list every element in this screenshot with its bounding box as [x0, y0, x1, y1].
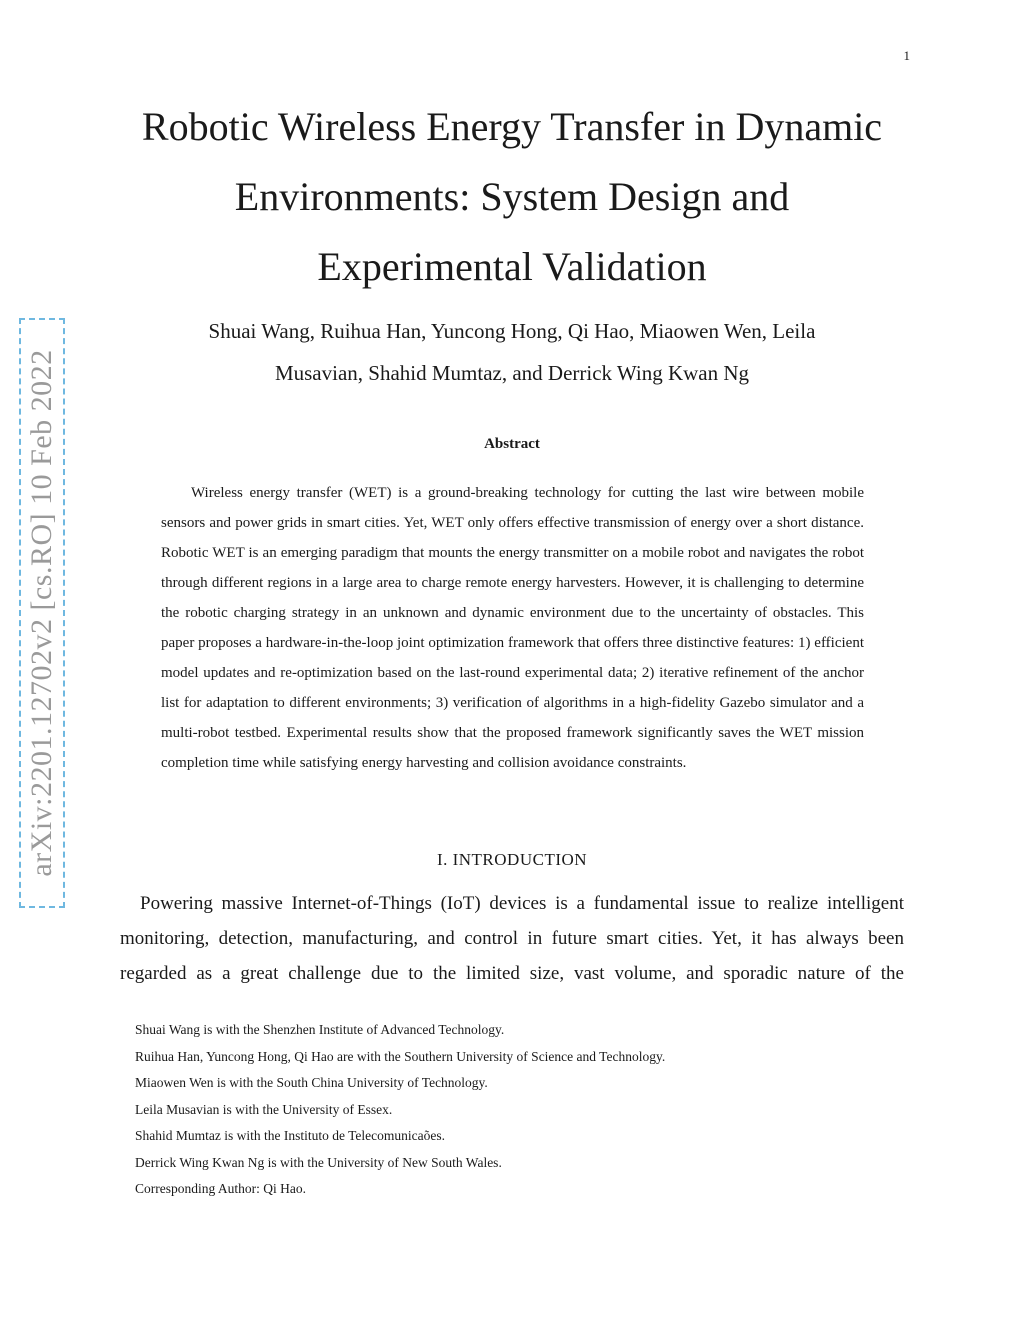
- introduction-text: Powering massive Internet-of-Things (IoT) devices is a fundamental issue to realize intelligent monitoring, detection, manufacturing, and control in future smart cities. Yet, it has always been regarded as a great challenge due to the limited size, vast volume, and sporadic nature of the: [120, 893, 904, 984]
- title-line-2: Environments: System Design and: [234, 174, 790, 219]
- footnote-corresponding-author: Corresponding Author: Qi Hao.: [135, 1181, 306, 1196]
- footnotes: [135, 1017, 895, 1203]
- page-number: 1: [903, 48, 910, 63]
- arxiv-identifier: arXiv:2201.12702v2 [cs.RO] 10 Feb 2022: [25, 349, 58, 877]
- footnote-affiliation-wen: Miaowen Wen is with the South China University of Technology.: [135, 1075, 488, 1090]
- footnote-affiliation-musavian: Leila Musavian is with the University of Essex.: [135, 1101, 393, 1117]
- abstract-heading: Abstract: [484, 436, 540, 452]
- footnote-affiliation-wang: Shuai Wang is with the Shenzhen Institute of Advanced Technology.: [135, 1022, 505, 1037]
- abstract-text: Wireless energy transfer (WET) is a ground-breaking technology for cutting the last wire between mobile sensors and power grids in smart cities. Yet, WET only offers effective transmission of energy over a short distance. Robotic WET is an emerging paradigm that mounts the energy transmitter on a mobile robot and navigates the robot through different regions in a large area to charge remote energy harvesters. However, it is challenging to determine the robotic charging strategy in an unknown and dynamic environment due to the uncertainty of obstacles. This paper proposes a hardware-in-the-loop joint optimization framework that offers three distinctive features: 1) efficient model updates and re-optimization based on the last-round experimental data; 2) iterative refinement of the anchor list for adaptation to different environments; 3) verification of algorithms in a high-fidelity Gazebo simulator and a multi-robot testbed. Experimental results show that the proposed framework significantly saves the WET mission completion time while satisfying energy harvesting and collision avoidance constraints.: [161, 485, 864, 771]
- author-line-1: Shuai Wang, Ruihua Han, Yuncong Hong, Qi Hao, Miaowen Wen, Leila: [208, 319, 816, 343]
- section-heading-introduction: I. INTRODUCTION: [436, 850, 588, 869]
- footnote-affiliation-mumtaz: Shahid Mumtaz is with the Instituto de Telecomunicaões.: [135, 1128, 445, 1143]
- title-line-3: Experimental Validation: [317, 244, 707, 289]
- arxiv-stamp: [19, 318, 65, 908]
- author-line-2: Musavian, Shahid Mumtaz, and Derrick Wing Kwan Ng: [274, 361, 750, 385]
- footnote-affiliation-ng: Derrick Wing Kwan Ng is with the University of New South Wales.: [135, 1154, 502, 1170]
- footnote-affiliation-han-hong-hao: Ruihua Han, Yuncong Hong, Qi Hao are with the Southern University of Science and Technology.: [135, 1048, 666, 1064]
- title-line-1: Robotic Wireless Energy Transfer in Dynamic: [141, 104, 883, 149]
- paper-title: [100, 92, 924, 302]
- author-list: [100, 310, 924, 394]
